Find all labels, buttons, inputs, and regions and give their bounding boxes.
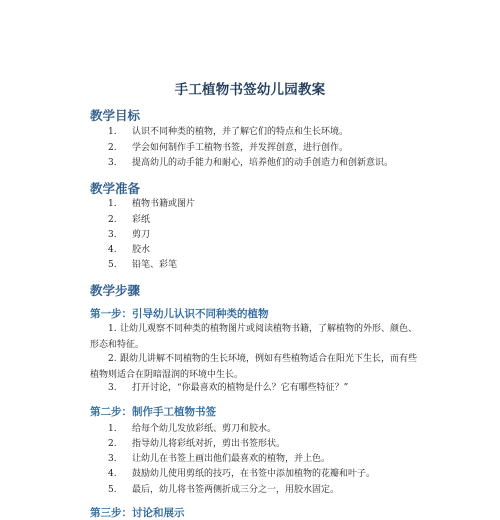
heading-steps: 教学步骤 (90, 283, 141, 298)
list-text: 铅笔、彩笔 (132, 260, 178, 270)
paragraph-item (90, 351, 420, 383)
list-text: 剪刀 (132, 230, 151, 240)
list-number: 5. (108, 485, 117, 495)
list-text: 提高幼儿的动手能力和耐心，培养他们的动手创造力和创新意识。 (132, 158, 394, 168)
list-text: 指导幼儿将彩纸对折，剪出书签形状。 (132, 439, 286, 449)
list-number: 3. (108, 230, 117, 240)
list-text: 跟幼儿讲解不同植物的生长环境，例如有些植物适合在阳光下生长，而有些植物则适合在阴暗湿润的环境中生长。 (90, 354, 418, 380)
list-text: 让幼儿在书签上画出他们最喜欢的植物，并上色。 (132, 454, 331, 464)
list-item (108, 157, 393, 169)
list-item (108, 244, 150, 256)
heading-goals: 教学目标 (90, 108, 141, 123)
list-number: 5. (108, 260, 117, 270)
list-text: 认识不同种类的植物，并了解它们的特点和生长环境。 (132, 127, 349, 137)
list-item (108, 126, 348, 138)
list-number: 2. (108, 215, 117, 225)
heading-step2: 第二步：制作手工植物书签 (90, 406, 216, 418)
list-number: 3. (108, 383, 117, 393)
heading-step1: 第一步：引导幼儿认识不同种类的植物 (90, 308, 269, 320)
list-item (108, 142, 348, 154)
list-number: 1. (108, 324, 117, 334)
list-number: 2. (108, 439, 117, 449)
list-number: 1. (108, 424, 117, 434)
heading-step3: 第三步：讨论和展示 (90, 507, 185, 519)
list-item (108, 259, 177, 271)
list-number: 1. (108, 199, 117, 209)
list-item (108, 438, 285, 450)
list-number: 3. (108, 158, 117, 168)
list-item (108, 423, 276, 435)
list-number: 2. (108, 143, 117, 153)
heading-prep: 教学准备 (90, 181, 141, 196)
list-item (108, 229, 150, 241)
list-text: 鼓励幼儿使用剪纸的技巧，在书签中添加植物的花瓣和叶子。 (132, 469, 376, 479)
list-text: 让幼儿观察不同种类的植物图片或阅读植物书籍，了解植物的外形、颜色、形态和特征。 (90, 324, 418, 350)
list-item (108, 382, 348, 394)
list-text: 植物书籍或图片 (132, 199, 196, 209)
paragraph-item (90, 321, 420, 353)
list-number: 1. (108, 127, 117, 137)
list-number: 3. (108, 454, 117, 464)
list-number: 4. (108, 245, 117, 255)
page-title: 手工植物书签幼儿园教案 (174, 82, 326, 98)
list-text: 最后，幼儿将书签两侧折成三分之一，用胶水固定。 (132, 485, 340, 495)
list-item (108, 484, 339, 496)
list-text: 给每个幼儿发放彩纸、剪刀和胶水。 (132, 424, 277, 434)
list-item (108, 198, 195, 210)
list-text: 彩纸 (132, 215, 151, 225)
list-number: 4. (108, 469, 117, 479)
list-text: 胶水 (132, 245, 151, 255)
list-item (108, 453, 330, 465)
list-item (108, 468, 375, 480)
list-number: 2. (108, 354, 117, 364)
list-text: 学会如何制作手工植物书签，并发挥创意，进行创作。 (132, 143, 349, 153)
list-item (108, 214, 150, 226)
list-text: 打开讨论，“你最喜欢的植物是什么？它有哪些特征？” (132, 383, 349, 393)
